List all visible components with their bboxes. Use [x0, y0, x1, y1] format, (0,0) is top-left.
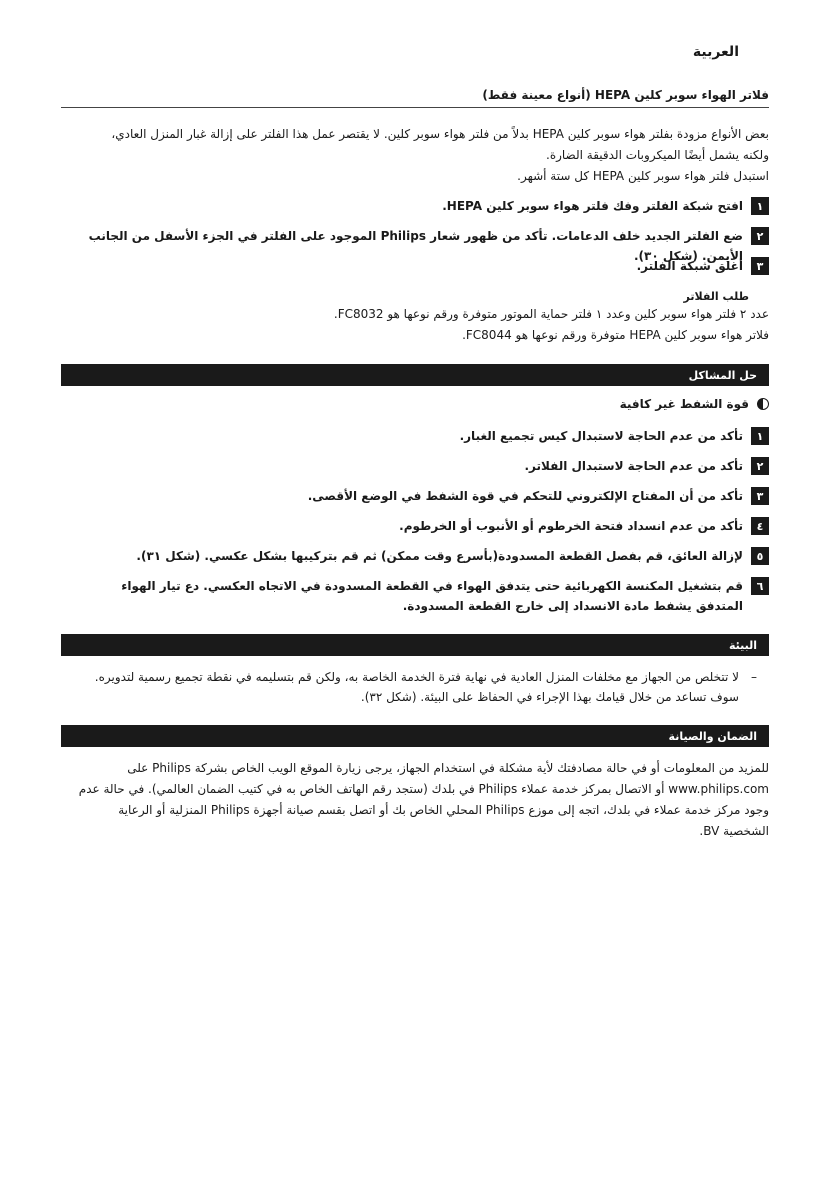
dash-bullet: –: [751, 670, 757, 684]
environment-item: [70, 667, 769, 707]
hepa-intro-line: استبدل فلتر هواء سوبر كلين HEPA كل ستة أشهر.: [517, 169, 769, 183]
language-label: العربية: [692, 44, 739, 60]
troubleshooting-step: [70, 457, 769, 476]
warranty-line: الشخصية BV.: [699, 824, 769, 838]
hepa-intro: [70, 124, 769, 187]
step-text: ضع الفلتر الجديد خلف الدعامات. تأكد من ظهور شعار Philips الموجود على الفلتر في الجزء الأسفل من الجانب الأيمن. (شكل ٣٠).: [88, 229, 743, 263]
step-text: افتح شبكة الفلتر وفك فلتر هواء سوبر كلين HEPA.: [442, 199, 743, 213]
troubleshooting-step: [70, 577, 769, 616]
half-circle-bullet-icon: [757, 398, 769, 410]
hepa-intro-line: ولكنه يشمل أيضًا الميكروبات الدقيقة الضارة.: [546, 148, 769, 162]
step-number: ٣: [751, 257, 769, 275]
order-line: فلاتر هواء سوبر كلين HEPA متوفرة ورقم نوعها هو FC8044.: [462, 328, 769, 342]
troubleshooting-header: حل المشاكل: [61, 364, 769, 386]
hepa-intro-line: بعض الأنواع مزودة بفلتر هواء سوبر كلين HEPA بدلاً من فلتر هواء سوبر كلين. لا يقتصر عمل هذا الفلتر على إزالة غبار المنزل العادي،: [111, 127, 769, 141]
environment-header: البيئة: [61, 634, 769, 656]
hepa-step: [70, 197, 769, 216]
step-number: ٥: [751, 547, 769, 565]
environment-text: [95, 667, 739, 707]
problem-row: [70, 397, 769, 411]
step-text: تأكد من عدم انسداد فتحة الخرطوم أو الأنبوب أو الخرطوم.: [399, 519, 743, 533]
warranty-line: وجود مركز خدمة عملاء في بلدك، اتجه إلى موزع Philips المحلي الخاص بك أو اتصل بقسم صيانة أجهزة Philips المنزلية أو الرعاية: [118, 803, 769, 817]
problem-text: قوة الشفط غير كافية: [619, 397, 749, 411]
step-number: ٣: [751, 487, 769, 505]
troubleshooting-step: [70, 487, 769, 506]
warranty-line: للمزيد من المعلومات أو في حالة مصادفتك لأية مشكلة في استخدام الجهاز، يرجى زيارة الموقع الويب الخاص بشركة Philips على: [127, 761, 769, 775]
troubleshooting-step: [70, 547, 769, 566]
step-number: ١: [751, 427, 769, 445]
title-divider: [61, 107, 769, 108]
environment-line: لا تتخلص من الجهاز مع مخلفات المنزل العادية في نهاية فترة الخدمة الخاصة به، ولكن قم بتسليمه في نقطة تجميع رسمية لتدويره.: [94, 670, 739, 684]
environment-line: سوف تساعد من خلال قيامك بهذا الإجراء في الحفاظ على البيئة. (شكل ٣٢).: [360, 690, 739, 704]
step-text: تأكد من عدم الحاجة لاستبدال كيس تجميع الغبار.: [459, 429, 743, 443]
step-number: ٢: [751, 227, 769, 245]
step-number: ٦: [751, 577, 769, 595]
step-text: قم بتشغيل المكنسة الكهربائية حتى يتدفق الهواء في القطعة المسدودة في الاتجاه العكسي. دع تيار الهواء المتدفق يشفط مادة الانسداد إلى خارج القطعة المسدودة.: [121, 579, 743, 613]
step-number: ٢: [751, 457, 769, 475]
warranty-line: www.philips.com أو الاتصال بمركز خدمة عملاء Philips في بلدك (ستجد رقم الهاتف الخاص به في كتيب الضمان العالمي). في حالة عدم: [78, 782, 769, 796]
warranty-text: [70, 758, 769, 842]
hepa-step: [70, 257, 769, 276]
step-text: لإزالة العائق، قم بفصل القطعة المسدودة(بأسرع وقت ممكن) ثم قم بتركيبها بشكل عكسي. (شكل ٣١).: [136, 549, 743, 563]
order-filters-title: طلب الفلاتر: [683, 290, 749, 303]
warranty-header: الضمان والصيانة: [61, 725, 769, 747]
step-text: تأكد من أن المفتاح الإلكتروني للتحكم في قوة الشفط في الوضع الأقصى.: [307, 489, 743, 503]
hepa-section-title: فلاتر الهواء سوبر كلين HEPA (أنواع معينة فقط): [482, 88, 769, 102]
order-line: عدد ٢ فلتر هواء سوبر كلين وعدد ١ فلتر حماية الموتور متوفرة ورقم نوعها هو FC8032.: [333, 307, 769, 321]
step-number: ١: [751, 197, 769, 215]
step-number: ٤: [751, 517, 769, 535]
order-filters-text: [70, 304, 769, 346]
step-text: تأكد من عدم الحاجة لاستبدال الفلاتر.: [524, 459, 743, 473]
troubleshooting-step: [70, 427, 769, 446]
step-text: أغلق شبكة الفلتر.: [636, 259, 743, 273]
troubleshooting-step: [70, 517, 769, 536]
